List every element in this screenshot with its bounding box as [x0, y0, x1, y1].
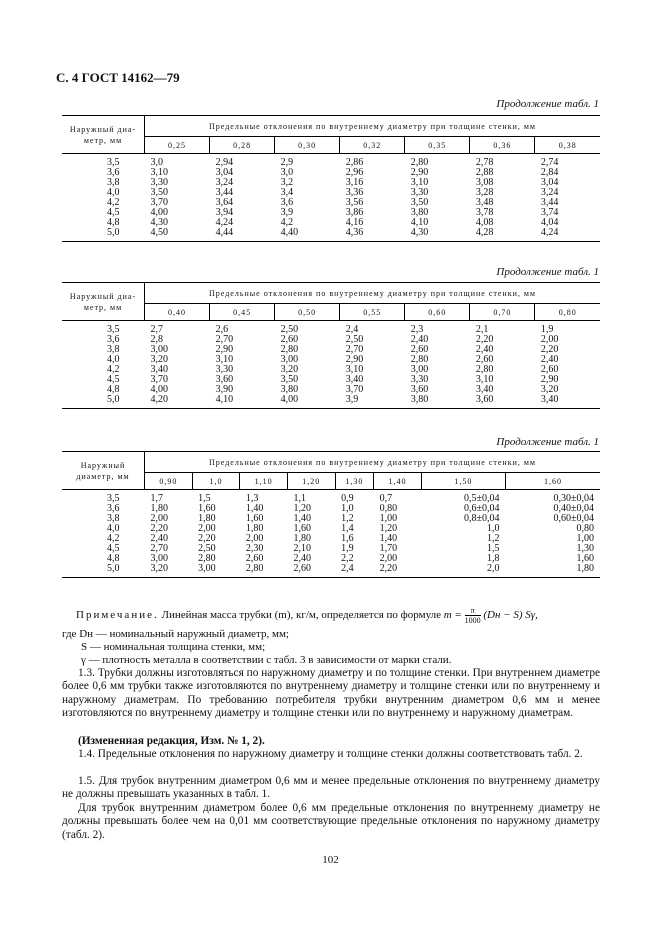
tolerance-cell: 0,30±0,04: [553, 493, 594, 504]
tolerance-cell: 2,9: [280, 157, 294, 168]
thickness-span-header: Предельные отклонения по внутреннему диаметру при толщине стенки, мм: [145, 116, 601, 137]
tolerance-cell: 2,80: [280, 344, 299, 355]
note-where-2: S — номинальная толщина стенки, мм;: [81, 641, 266, 653]
outer-diameter-cell: 4,5: [107, 543, 120, 554]
table-row: [62, 228, 600, 242]
tolerance-cell: 4,08: [475, 217, 494, 228]
tolerance-cell: 3,08: [475, 177, 494, 188]
tolerance-cell: 3,00: [150, 344, 168, 355]
tolerance-cell: 3,0: [150, 157, 163, 168]
tolerance-cell: 2,0: [421, 564, 505, 578]
wall-thickness-header: 0,38: [535, 137, 600, 154]
table-row: [62, 154, 600, 169]
wall-thickness-header: 1,10: [240, 473, 288, 490]
table-2-continuation: Продолжение табл. 1: [496, 266, 599, 278]
table-row: [62, 335, 600, 345]
tolerance-cell: 1,80: [198, 513, 216, 524]
tolerance-cell: 0,80: [576, 523, 594, 534]
tolerance-cell: 1,5: [487, 543, 500, 554]
paragraph-1-5: 1.5. Для трубок внутренним диаметром 0,6 мм и менее предельные отклонения по внутреннему диаметру не должны превышать указанных в табл. 1.: [62, 775, 600, 801]
tolerance-cell: 2,40: [410, 334, 429, 345]
tolerance-cell: 4,36: [340, 228, 405, 242]
outer-diameter-cell: 5,0: [62, 564, 145, 578]
tolerance-cell: 2,1: [475, 324, 489, 335]
outer-diameter-cell: 4,0: [107, 187, 120, 198]
wall-thickness-header: 1,0: [192, 473, 240, 490]
wall-thickness-header: 0,28: [210, 137, 275, 154]
wall-thickness-header: 0,32: [340, 137, 405, 154]
tolerance-cell: 3,70: [150, 197, 168, 208]
tolerance-cell: 3,40: [475, 384, 494, 395]
tolerance-cell: 3,10: [475, 374, 494, 385]
table-row: [62, 321, 600, 336]
tolerance-cell: 1,0: [341, 503, 354, 514]
tolerance-cell: 4,00: [150, 384, 168, 395]
tolerance-cell: 4,28: [470, 228, 535, 242]
tolerance-cell: 3,04: [215, 167, 234, 178]
tolerance-cell: 0,9: [341, 493, 354, 504]
tolerance-cell: 1,60: [293, 523, 311, 534]
tolerance-cell: 0,7: [379, 493, 393, 504]
tolerance-cell: 1,9: [540, 324, 554, 335]
tolerance-cell: 2,70: [345, 344, 364, 355]
wall-thickness-header: 1,50: [421, 473, 505, 490]
tolerance-cell: 0,60±0,04: [553, 513, 594, 524]
table-row: [62, 385, 600, 395]
tolerance-cell: 3,40: [345, 374, 364, 385]
page-number: 102: [322, 854, 339, 866]
tolerance-cell: 4,16: [345, 217, 364, 228]
outer-diameter-cell: 5,0: [62, 395, 145, 409]
tolerance-cell: 3,50: [280, 374, 299, 385]
outer-diameter-cell: 4,5: [107, 374, 120, 385]
tolerance-cell: 2,7: [150, 324, 163, 335]
tolerance-cell: 1,40: [293, 513, 311, 524]
tolerance-cell: 3,56: [345, 197, 364, 208]
outer-diameter-cell: 4,0: [107, 354, 120, 365]
tolerance-cell: 1,80: [293, 533, 311, 544]
tolerance-cell: 1,80: [245, 523, 264, 534]
tolerance-cell: 2,80: [240, 564, 288, 578]
tolerance-cell: 3,80: [280, 384, 299, 395]
tolerance-cell: 3,10: [215, 354, 234, 365]
tolerance-cell: 1,2: [487, 533, 500, 544]
outer-diameter-cell: 4,2: [107, 197, 120, 208]
tolerance-cell: 3,9: [340, 395, 405, 409]
wall-thickness-header: 0,36: [470, 137, 535, 154]
tolerance-cell: 4,04: [540, 217, 559, 228]
tolerance-cell: 2,96: [345, 167, 364, 178]
tolerance-cell: 2,74: [540, 157, 559, 168]
tolerance-cell: 3,30: [410, 187, 429, 198]
outer-diameter-header: Наружный диа- метр, мм: [62, 116, 145, 154]
tolerance-cell: 3,2: [280, 177, 294, 188]
tolerance-cell: 1,5: [198, 493, 211, 504]
tolerance-cell: 2,2: [341, 553, 354, 564]
tolerance-cell: 2,00: [245, 533, 264, 544]
note-line: [76, 606, 538, 625]
tolerance-cell: 2,90: [345, 354, 364, 365]
table-row: [62, 208, 600, 218]
page-header: С. 4 ГОСТ 14162—79: [56, 70, 180, 85]
table-header-row: [62, 116, 600, 137]
tolerance-cell: 1,60: [245, 513, 264, 524]
tolerance-cell: 2,50: [198, 543, 216, 554]
tolerance-cell: 4,00: [150, 207, 168, 218]
tolerance-cell: 0,80: [379, 503, 398, 514]
tolerance-cell: 3,74: [540, 207, 559, 218]
tolerance-cell: 2,60: [287, 564, 335, 578]
tolerance-cell: 3,36: [345, 187, 364, 198]
table-row: [62, 178, 600, 188]
amendment-note: (Измененная редакция, Изм. № 1, 2).: [78, 735, 265, 747]
tolerance-cell: 3,90: [215, 384, 234, 395]
tolerance-cell: 2,20: [150, 523, 168, 534]
formula-rhs: (Dн − S) Sγ,: [483, 609, 538, 622]
table-row: [62, 168, 600, 178]
outer-diameter-cell: 4,0: [107, 523, 120, 534]
tolerance-cell: 3,60: [215, 374, 234, 385]
tolerance-cell: 1,00: [576, 533, 594, 544]
tolerance-cell: 3,80: [405, 395, 470, 409]
wall-thickness-header: 0,80: [535, 304, 600, 321]
table-row: [62, 554, 600, 564]
thickness-span-header: Предельные отклонения по внутреннему диаметру при толщине стенки, мм: [145, 283, 601, 304]
wall-thickness-header: 0,45: [210, 304, 275, 321]
tolerance-cell: 3,20: [540, 384, 559, 395]
tolerance-cell: 2,60: [475, 354, 494, 365]
wall-thickness-header: 0,60: [405, 304, 470, 321]
tolerance-cell: 2,60: [410, 344, 429, 355]
tolerance-cell: 1,8: [487, 553, 500, 564]
outer-diameter-cell: 3,8: [107, 177, 120, 188]
tolerance-cell: 3,30: [215, 364, 234, 375]
tolerance-cell: 1,70: [379, 543, 398, 554]
tolerance-cell: 3,0: [280, 167, 294, 178]
table-row: [62, 504, 600, 514]
outer-diameter-cell: 5,0: [62, 228, 145, 242]
tolerance-cell: 3,24: [215, 177, 234, 188]
tolerance-cell: 1,80: [150, 503, 168, 514]
tolerance-cell: 1,4: [341, 523, 354, 534]
paragraph-1-5-cont: Для трубок внутренним диаметром более 0,6 мм предельные отклонения по внутреннему диаметру не должны превышать более чем на 0,01 мм соответствующие предельные отклонения по наружному диаметру (табл. 2).: [62, 802, 600, 841]
table-row: [62, 218, 600, 228]
outer-diameter-cell: 4,8: [107, 553, 120, 564]
formula-lhs: m =: [443, 609, 462, 622]
tolerance-table-1: [62, 115, 600, 242]
wall-thickness-header: 1,20: [287, 473, 335, 490]
tolerance-cell: 2,80: [475, 364, 494, 375]
tolerance-cell: 3,44: [540, 197, 559, 208]
table-row: [62, 375, 600, 385]
table-row: [62, 524, 600, 534]
tolerance-cell: 1,20: [379, 523, 398, 534]
tolerance-cell: 3,04: [540, 177, 559, 188]
tolerance-cell: 3,86: [345, 207, 364, 218]
tolerance-cell: 3,00: [410, 364, 429, 375]
outer-diameter-cell: 3,6: [107, 334, 120, 345]
tolerance-cell: 4,44: [210, 228, 275, 242]
tolerance-cell: 0,40±0,04: [553, 503, 594, 514]
tolerance-cell: 2,20: [198, 533, 216, 544]
outer-diameter-cell: 4,8: [107, 384, 120, 395]
tolerance-cell: 4,50: [145, 228, 210, 242]
tolerance-cell: 2,00: [150, 513, 168, 524]
wall-thickness-header: 0,50: [275, 304, 340, 321]
outer-diameter-cell: 3,8: [107, 344, 120, 355]
tolerance-cell: 3,94: [215, 207, 234, 218]
tolerance-cell: 3,6: [280, 197, 294, 208]
tolerance-cell: 2,20: [475, 334, 494, 345]
outer-diameter-cell: 3,8: [107, 513, 120, 524]
wall-thickness-header: 0,30: [275, 137, 340, 154]
tolerance-cell: 1,7: [150, 493, 163, 504]
tolerance-cell: 1,60: [198, 503, 216, 514]
tolerance-cell: 4,30: [405, 228, 470, 242]
tolerance-cell: 3,20: [280, 364, 299, 375]
outer-diameter-cell: 3,6: [107, 503, 120, 514]
tolerance-cell: 1,9: [341, 543, 354, 554]
tolerance-cell: 2,80: [410, 157, 429, 168]
outer-diameter-cell: 3,6: [107, 167, 120, 178]
tolerance-cell: 1,6: [341, 533, 354, 544]
tolerance-cell: 2,4: [345, 324, 359, 335]
tolerance-cell: 2,60: [540, 364, 559, 375]
tolerance-cell: 1,30: [576, 543, 594, 554]
tolerance-cell: 1,40: [245, 503, 264, 514]
tolerance-cell: 4,10: [210, 395, 275, 409]
tolerance-cell: 2,8: [150, 334, 163, 345]
outer-diameter-header: Наружный диаметр, мм: [62, 452, 145, 490]
tolerance-cell: 2,10: [293, 543, 311, 554]
wall-thickness-header: 0,70: [470, 304, 535, 321]
table-1-continuation: Продолжение табл. 1: [496, 98, 599, 110]
tolerance-table-3: [62, 451, 600, 578]
tolerance-cell: 3,10: [345, 364, 364, 375]
tolerance-cell: 4,20: [145, 395, 210, 409]
outer-diameter-cell: 3,5: [107, 324, 120, 335]
tolerance-cell: 2,40: [150, 533, 168, 544]
wall-thickness-header: 1,60: [506, 473, 601, 490]
tolerance-cell: 4,00: [275, 395, 340, 409]
tolerance-cell: 2,30: [245, 543, 264, 554]
tolerance-cell: 4,24: [215, 217, 234, 228]
tolerance-cell: 1,60: [576, 553, 594, 564]
note-text: Линейная масса трубки (m), кг/м, определяется по формуле: [161, 609, 441, 622]
tolerance-cell: 3,20: [145, 564, 193, 578]
table-row: [62, 345, 600, 355]
tolerance-cell: 1,00: [379, 513, 398, 524]
outer-diameter-header: Наружный диа- метр, мм: [62, 283, 145, 321]
wall-thickness-header: 1,30: [335, 473, 374, 490]
tolerance-cell: 3,00: [280, 354, 299, 365]
tolerance-cell: 4,2: [280, 217, 294, 228]
tolerance-cell: 2,40: [293, 553, 311, 564]
table-row: [62, 564, 600, 578]
formula-fraction: [465, 606, 481, 625]
table-row: [62, 365, 600, 375]
table-row: [62, 544, 600, 554]
table-row: [62, 395, 600, 409]
wall-thickness-header: 0,90: [145, 473, 193, 490]
table-row: [62, 490, 600, 505]
tolerance-cell: 4,30: [150, 217, 168, 228]
tolerance-cell: 2,00: [540, 334, 559, 345]
tolerance-cell: 2,90: [215, 344, 234, 355]
outer-diameter-cell: 4,5: [107, 207, 120, 218]
tolerance-cell: 3,60: [410, 384, 429, 395]
table-row: [62, 198, 600, 208]
wall-thickness-header: 0,35: [405, 137, 470, 154]
tolerance-cell: 2,90: [410, 167, 429, 178]
tolerance-cell: 3,40: [150, 364, 168, 375]
tolerance-cell: 2,80: [198, 553, 216, 564]
tolerance-cell: 3,30: [150, 177, 168, 188]
tolerance-cell: 3,00: [150, 553, 168, 564]
tolerance-cell: 3,28: [475, 187, 494, 198]
outer-diameter-cell: 3,5: [107, 493, 120, 504]
tolerance-cell: 2,00: [379, 553, 398, 564]
note-label: Примечание.: [76, 609, 159, 622]
tolerance-cell: 2,60: [280, 334, 299, 345]
table-header-row: [62, 283, 600, 304]
paragraph-1-4: 1.4. Предельные отклонения по наружному диаметру и толщине стенки должны соответствовать табл. 2.: [78, 748, 583, 760]
note-where-3: γ — плотность металла в соответствии с табл. 3 в зависимости от марки стали.: [81, 654, 452, 666]
tolerance-cell: 3,16: [345, 177, 364, 188]
table-row: [62, 188, 600, 198]
tolerance-cell: 2,84: [540, 167, 559, 178]
tolerance-cell: 2,70: [215, 334, 234, 345]
tolerance-table-2: [62, 282, 600, 409]
tolerance-cell: 3,20: [150, 354, 168, 365]
tolerance-cell: 3,9: [280, 207, 294, 218]
tolerance-cell: 3,80: [410, 207, 429, 218]
wall-thickness-header: 1,40: [374, 473, 422, 490]
tolerance-cell: 3,10: [150, 167, 168, 178]
formula-numerator: π: [465, 606, 481, 616]
table-row: [62, 534, 600, 544]
tolerance-cell: 3,50: [410, 197, 429, 208]
tolerance-cell: 3,4: [280, 187, 294, 198]
tolerance-cell: 1,0: [487, 523, 500, 534]
tolerance-cell: 2,90: [540, 374, 559, 385]
thickness-span-header: Предельные отклонения по внутреннему диаметру при толщине стенки, мм: [145, 452, 601, 473]
tolerance-cell: 2,78: [475, 157, 494, 168]
tolerance-cell: 2,20: [374, 564, 422, 578]
table-3-continuation: Продолжение табл. 1: [496, 436, 599, 448]
tolerance-cell: 2,00: [198, 523, 216, 534]
wall-thickness-header: 0,40: [145, 304, 210, 321]
outer-diameter-cell: 4,2: [107, 533, 120, 544]
tolerance-cell: 3,70: [150, 374, 168, 385]
table-row: [62, 514, 600, 524]
tolerance-cell: 2,40: [475, 344, 494, 355]
tolerance-cell: 2,70: [150, 543, 168, 554]
tolerance-cell: 3,00: [192, 564, 240, 578]
tolerance-cell: 2,88: [475, 167, 494, 178]
tolerance-cell: 1,20: [293, 503, 311, 514]
tolerance-cell: 2,60: [245, 553, 264, 564]
tolerance-cell: 3,64: [215, 197, 234, 208]
tolerance-cell: 3,50: [150, 187, 168, 198]
outer-diameter-cell: 4,8: [107, 217, 120, 228]
tolerance-cell: 4,10: [410, 217, 429, 228]
tolerance-cell: 0,6±0,04: [464, 503, 500, 514]
tolerance-cell: 2,86: [345, 157, 364, 168]
tolerance-cell: 3,78: [475, 207, 494, 218]
tolerance-cell: 4,24: [535, 228, 600, 242]
tolerance-cell: 3,10: [410, 177, 429, 188]
table-row: [62, 355, 600, 365]
tolerance-cell: 2,20: [540, 344, 559, 355]
tolerance-cell: 2,94: [215, 157, 234, 168]
paragraph-1-3: 1.3. Трубки должны изготовляться по наружному диаметру и по толщине стенки. При внутреннем диаметре более 0,6 мм трубки также изготовляются по внутреннему диаметру и толщине стенки или по внутреннему и наружному диаметрам. По требованию потребителя трубки внутренним диаметром 0,6 мм и менее изготовляются по внутреннему диаметру и толщине стенки или по внутреннему и наружному диаметрам.: [62, 667, 600, 720]
tolerance-cell: 0,8±0,04: [464, 513, 500, 524]
tolerance-cell: 3,24: [540, 187, 559, 198]
wall-thickness-header: 0,25: [145, 137, 210, 154]
note-where-1: где Dн — номинальный наружный диаметр, мм;: [62, 628, 289, 640]
tolerance-cell: 3,40: [535, 395, 600, 409]
tolerance-cell: 2,50: [280, 324, 299, 335]
tolerance-cell: 2,3: [410, 324, 424, 335]
tolerance-cell: 2,6: [215, 324, 229, 335]
tolerance-cell: 3,30: [410, 374, 429, 385]
wall-thickness-header: 0,55: [340, 304, 405, 321]
formula-denominator: 1000: [464, 616, 481, 625]
tolerance-cell: 1,40: [379, 533, 398, 544]
tolerance-cell: 2,50: [345, 334, 364, 345]
tolerance-cell: 3,70: [345, 384, 364, 395]
tolerance-cell: 3,48: [475, 197, 494, 208]
tolerance-cell: 1,3: [245, 493, 259, 504]
tolerance-cell: 1,2: [341, 513, 354, 524]
outer-diameter-cell: 4,2: [107, 364, 120, 375]
outer-diameter-cell: 3,5: [107, 157, 120, 168]
table-header-row: [62, 452, 600, 473]
tolerance-cell: 3,44: [215, 187, 234, 198]
tolerance-cell: 2,4: [335, 564, 374, 578]
tolerance-cell: 2,80: [410, 354, 429, 365]
tolerance-cell: 1,80: [506, 564, 601, 578]
tolerance-cell: 2,40: [540, 354, 559, 365]
tolerance-cell: 4,40: [275, 228, 340, 242]
tolerance-cell: 1,1: [293, 493, 306, 504]
tolerance-cell: 0,5±0,04: [464, 493, 500, 504]
tolerance-cell: 3,60: [470, 395, 535, 409]
